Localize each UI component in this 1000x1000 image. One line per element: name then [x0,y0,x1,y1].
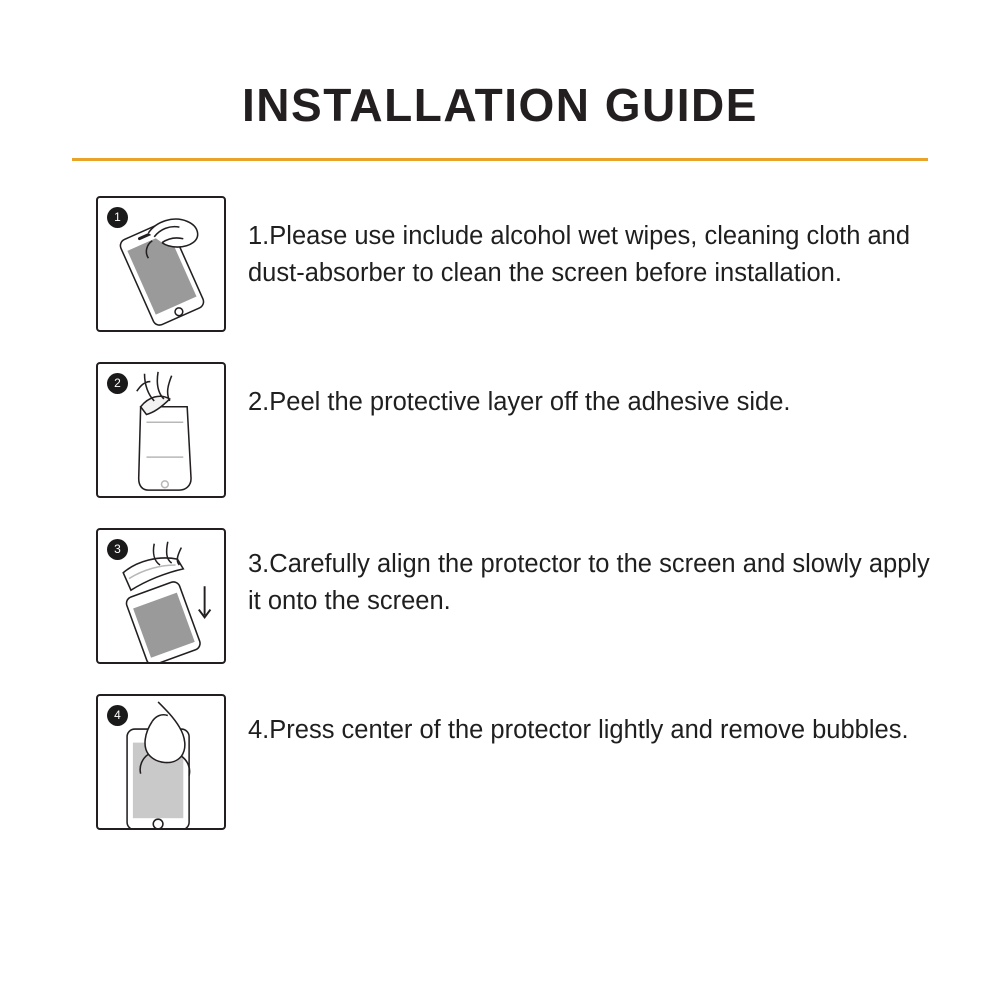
steps-list [0,196,1000,860]
step-1-body: Please use include alcohol wet wipes, cleaning cloth and dust-absorber to clean the screen before installation. [248,222,911,287]
step-2-illustration [96,362,226,498]
list-item [0,362,1000,512]
page-title: INSTALLATION GUIDE [242,79,758,131]
step-1-badge: 1 [107,207,128,228]
list-item [0,528,1000,678]
step-4-text [248,694,909,749]
step-1-text [248,196,930,292]
step-2-text [248,362,790,421]
step-4-illustration [96,694,226,830]
step-2-badge: 2 [107,373,128,394]
step-1-marker: 1. [248,222,270,250]
step-4-body: Press center of the protector lightly and remove bubbles. [269,716,909,744]
step-3-marker: 3. [248,550,270,578]
step-2-body: Peel the protective layer off the adhesive side. [269,388,791,416]
step-4-badge: 4 [107,705,128,726]
step-3-badge: 3 [107,539,128,560]
step-3-body: Carefully align the protector to the screen and slowly apply it onto the screen. [248,550,930,615]
list-item [0,196,1000,346]
step-1-illustration [96,196,226,332]
step-2-marker: 2. [248,388,270,416]
title-divider [72,158,928,161]
step-3-illustration [96,528,226,664]
step-3-text [248,528,930,620]
step-4-marker: 4. [248,716,270,744]
list-item [0,694,1000,844]
